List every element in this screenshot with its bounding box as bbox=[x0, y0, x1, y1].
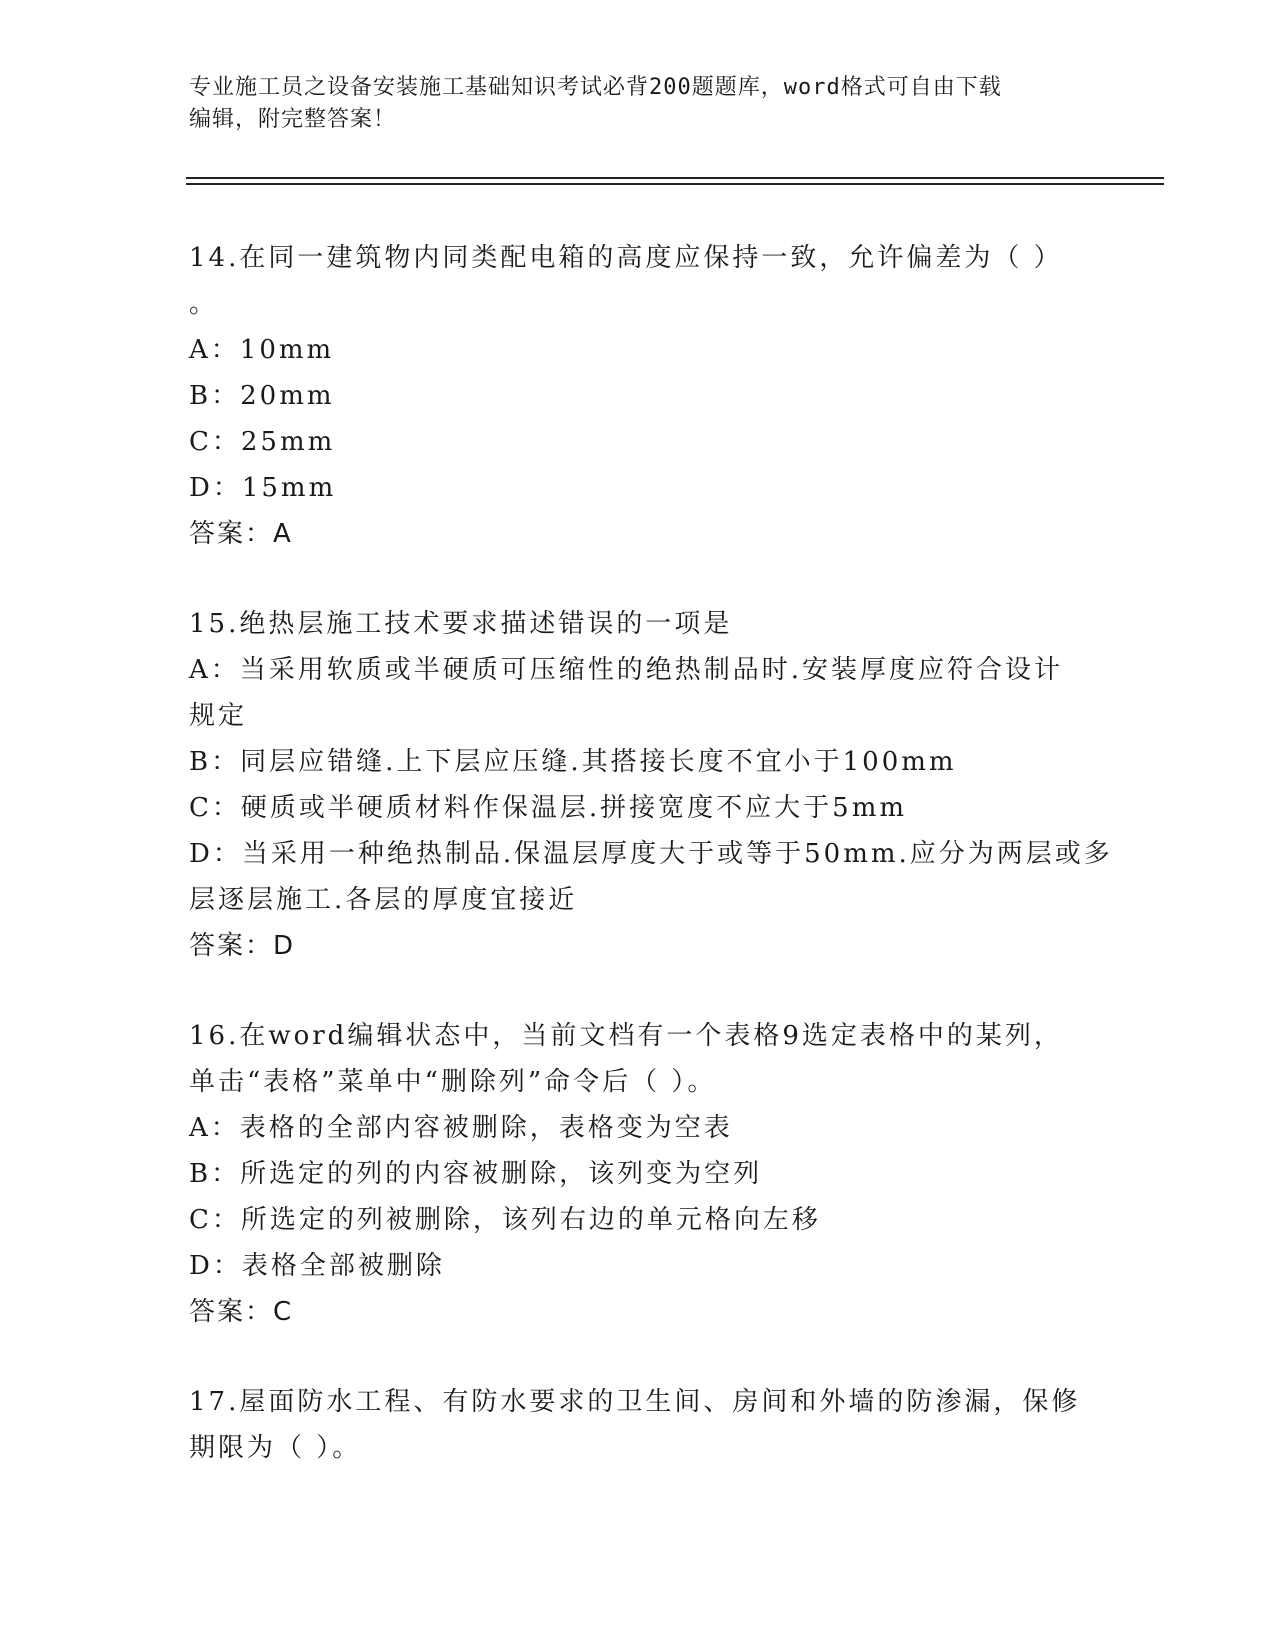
option-c: C：25mm bbox=[189, 427, 336, 457]
answer-label: 答案：C bbox=[189, 1297, 294, 1327]
option-a: A：表格的全部内容被删除，表格变为空表 bbox=[189, 1113, 733, 1143]
answer-label: 答案：A bbox=[189, 519, 293, 549]
option-b: B：20mm bbox=[189, 381, 335, 411]
question-stem: 14.在同一建筑物内同类配电箱的高度应保持一致，允许偏差为（ ） bbox=[189, 243, 1063, 273]
option-c: C：硬质或半硬质材料作保温层.拼接宽度不应大于5mm bbox=[189, 793, 908, 823]
option-b: B：同层应错缝.上下层应压缝.其搭接长度不宜小于100mm bbox=[189, 747, 957, 777]
option-d: D：15mm bbox=[189, 473, 337, 503]
question-15 bbox=[189, 601, 1113, 969]
question-stem: 17.屋面防水工程、有防水要求的卫生间、房间和外墙的防渗漏，保修 bbox=[189, 1387, 1081, 1417]
option-a: A：10mm bbox=[189, 335, 335, 365]
question-17 bbox=[189, 1379, 1089, 1471]
question-16 bbox=[189, 1013, 1089, 1335]
question-stem: 16.在word编辑状态中，当前文档有一个表格9选定表格中的某列， bbox=[189, 1021, 1063, 1051]
option-a: A：当采用软质或半硬质可压缩性的绝热制品时.安装厚度应符合设计 bbox=[189, 655, 1064, 685]
option-d: D：当采用一种绝热制品.保温层厚度大于或等于50mm.应分为两层或多 bbox=[189, 839, 1113, 869]
header-divider-top bbox=[186, 177, 1164, 179]
option-c: C：所选定的列被删除，该列右边的单元格向左移 bbox=[189, 1205, 821, 1235]
option-d: D：表格全部被删除 bbox=[189, 1251, 445, 1281]
document-header bbox=[189, 72, 1089, 136]
option-a-continued: 规定 bbox=[189, 701, 248, 731]
question-list bbox=[189, 235, 1113, 1471]
option-b: B：所选定的列的内容被删除，该列变为空列 bbox=[189, 1159, 763, 1189]
answer-label: 答案：D bbox=[189, 931, 296, 961]
question-stem: 单击“表格”菜单中“删除列”命令后（ ）。 bbox=[189, 1067, 717, 1097]
question-stem: 期限为（ ）。 bbox=[189, 1433, 362, 1463]
question-14 bbox=[189, 235, 1089, 557]
header-line-1: 专业施工员之设备安装施工基础知识考试必背200题题库，word格式可自由下载 bbox=[189, 75, 1002, 100]
question-stem: 。 bbox=[189, 289, 219, 319]
header-divider-bottom bbox=[186, 183, 1164, 185]
question-stem: 15.绝热层施工技术要求描述错误的一项是 bbox=[189, 609, 733, 639]
option-d-continued: 层逐层施工.各层的厚度宜接近 bbox=[189, 885, 578, 915]
header-line-2: 编辑，附完整答案！ bbox=[189, 107, 397, 132]
